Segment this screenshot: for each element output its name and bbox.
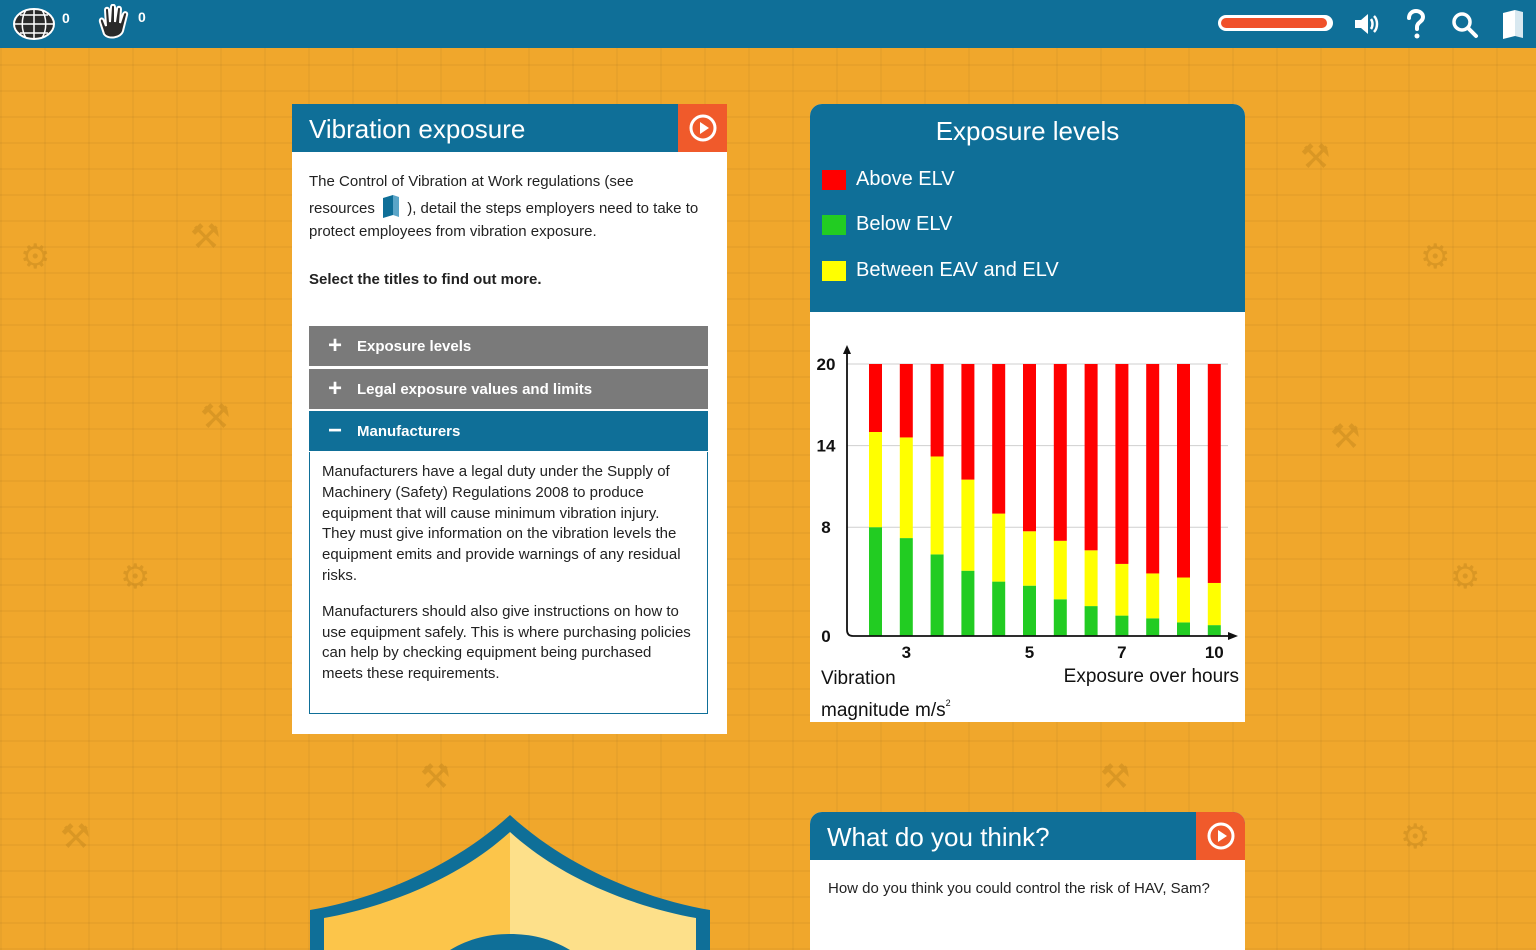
think-question: How do you think you could control the risk of HAV, Sam?: [828, 880, 1210, 897]
play-icon: [688, 113, 718, 143]
intro-text: [309, 170, 699, 244]
background-sander-icon: ⚙: [1450, 558, 1481, 596]
collapse-minus-icon: −: [327, 417, 342, 444]
background-drill-icon: ⚒: [60, 818, 91, 856]
chart-bar-segment: [1177, 578, 1190, 623]
chart-bar-segment: [1146, 573, 1159, 618]
y-axis-label: [821, 666, 951, 722]
legend-label: Below ELV: [856, 213, 953, 235]
globe-count: 0: [62, 10, 70, 26]
exposure-levels-panel: [810, 104, 1245, 722]
hand-icon: [96, 4, 132, 42]
chart-bar-segment: [992, 364, 1005, 514]
chart-bar-segment: [900, 437, 913, 538]
chart-bar-segment: [1146, 618, 1159, 636]
x-axis-arrow: [1228, 632, 1238, 640]
background-sander-icon: ⚙: [120, 558, 151, 596]
chart-bar-segment: [1115, 616, 1128, 636]
hand-count: 0: [138, 9, 146, 25]
resources-book-icon[interactable]: [381, 194, 401, 218]
chart-bar-segment: [1023, 364, 1036, 531]
y-tick-label: 8: [821, 518, 831, 538]
background-sander-icon: ⚙: [1400, 818, 1431, 856]
chart-bar-segment: [900, 538, 913, 636]
accordion-label: Exposure levels: [357, 337, 472, 355]
exposure-panel-title: Exposure levels: [935, 116, 1120, 146]
legend-above-elv: [822, 168, 955, 191]
chart-bar-segment: [1085, 550, 1098, 606]
shield-badge-icon: [300, 810, 720, 950]
manufacturers-content: [309, 452, 708, 714]
chart-bar-segment: [900, 364, 913, 437]
chart-bar-segment: [1115, 564, 1128, 616]
vibration-panel-header: [292, 104, 727, 152]
background-saw-icon: ⚙: [20, 238, 51, 276]
y-axis-label-line2: magnitude m/s: [821, 700, 946, 721]
background-saw-icon: ⚙: [1420, 238, 1451, 276]
legend-swatch-yellow: [822, 261, 846, 281]
think-panel-title: What do you think?: [827, 822, 1050, 852]
legend-swatch-green: [822, 215, 846, 235]
legend-swatch-red: [822, 170, 846, 190]
accordion-label: Legal exposure values and limits: [357, 380, 593, 398]
background-drill-icon: ⚒: [1330, 418, 1361, 456]
background-drill-icon: ⚒: [200, 398, 231, 436]
manufacturers-paragraph-2: Manufacturers should also give instructions on how to use equipment safely. This is where purchasing policies can help by checking equipment being purchased meets these requirements.: [322, 602, 691, 683]
select-hint: Select the titles to find out more.: [309, 271, 542, 288]
chart-bar-segment: [992, 514, 1005, 582]
accordion-label: Manufacturers: [357, 422, 461, 440]
background-grinder-icon: ⚒: [420, 758, 451, 796]
chart-bar-segment: [1023, 586, 1036, 636]
chart-bar-segment: [1177, 364, 1190, 578]
legend-label: Between EAV and ELV: [856, 259, 1059, 281]
audio-icon[interactable]: [1352, 10, 1382, 38]
chart-bar-segment: [1023, 531, 1036, 585]
expand-plus-icon: +: [327, 375, 342, 402]
exposure-chart: [810, 312, 1245, 722]
chart-bar-segment: [1208, 625, 1221, 636]
background-drill-icon: ⚒: [1300, 138, 1331, 176]
x-tick-label: 3: [901, 643, 912, 662]
chart-bar-segment: [992, 582, 1005, 636]
y-tick-label: 14: [816, 436, 836, 456]
manufacturers-paragraph-1: Manufacturers have a legal duty under the Supply of Machinery (Safety) Regulations 2008 to produce equipment that will cause minimum vibration injury. They must give information on the vibration levels the equipment emits and provide warnings of any residual risks.: [322, 463, 681, 584]
x-tick-label: 7: [1117, 643, 1127, 662]
top-bar: [0, 0, 1536, 48]
vibration-exposure-panel: [292, 104, 727, 734]
chart-bar-segment: [1208, 583, 1221, 625]
x-axis-label: Exposure over hours: [1063, 666, 1239, 687]
book-icon[interactable]: [1500, 8, 1526, 40]
chart-bar-segment: [931, 554, 944, 636]
progress-bar: [1218, 15, 1333, 31]
background-grinder-icon: ⚒: [1100, 758, 1131, 796]
chart-bar-segment: [1054, 599, 1067, 636]
chart-bar-segment: [961, 571, 974, 636]
hand-counter[interactable]: [96, 4, 146, 42]
progress-fill: [1221, 18, 1327, 28]
intro-text-part2: ), detail the steps employers need to take to protect employees from vibration exposure.: [309, 199, 699, 240]
chart-bar-segment: [961, 364, 974, 480]
intro-text-part1: The Control of Vibration at Work regulations (see resources: [309, 173, 634, 217]
chart-bar-segment: [931, 456, 944, 554]
think-panel-header: [810, 812, 1245, 860]
y-tick-label: 0: [821, 627, 831, 646]
search-icon[interactable]: [1451, 11, 1479, 39]
chart-bar-segment: [931, 364, 944, 456]
play-audio-button[interactable]: [678, 104, 727, 152]
chart-bar-segment: [1054, 364, 1067, 541]
vibration-panel-title: Vibration exposure: [309, 114, 526, 144]
y-axis-label-line1: Vibration: [821, 668, 896, 689]
exposure-chart-svg: [810, 312, 1245, 662]
exposure-panel-header: [810, 104, 1245, 312]
x-tick-label: 10: [1204, 643, 1224, 662]
chart-bar-segment: [1085, 606, 1098, 636]
y-axis-label-superscript: 2: [945, 698, 951, 708]
accordion-legal-exposure-values[interactable]: [309, 369, 708, 409]
background-drill-icon: ⚒: [190, 218, 221, 256]
chart-bar-segment: [1177, 622, 1190, 636]
help-icon[interactable]: [1404, 9, 1428, 39]
globe-counter[interactable]: [12, 6, 70, 42]
chart-bar-segment: [869, 364, 882, 432]
y-tick-label: 20: [816, 355, 836, 374]
accordion-exposure-levels[interactable]: [309, 326, 708, 366]
chart-bar-segment: [1054, 541, 1067, 599]
y-axis-arrow: [843, 345, 851, 354]
expand-plus-icon: +: [327, 332, 342, 359]
chart-bar-segment: [1115, 364, 1128, 564]
chart-bar-segment: [961, 480, 974, 571]
chart-bar-segment: [869, 527, 882, 636]
chart-bar-segment: [1085, 364, 1098, 550]
legend-between-eav-elv: [822, 259, 1059, 282]
accordion-manufacturers[interactable]: [309, 411, 708, 451]
legend-below-elv: [822, 213, 952, 236]
what-do-you-think-panel: [810, 812, 1245, 950]
play-icon: [1206, 821, 1236, 851]
chart-bar-segment: [1208, 364, 1221, 583]
play-audio-button[interactable]: [1196, 812, 1245, 860]
globe-icon: [12, 6, 56, 42]
chart-bar-segment: [869, 432, 882, 527]
x-tick-label: 5: [1024, 643, 1035, 662]
legend-label: Above ELV: [856, 168, 955, 190]
chart-bar-segment: [1146, 364, 1159, 573]
